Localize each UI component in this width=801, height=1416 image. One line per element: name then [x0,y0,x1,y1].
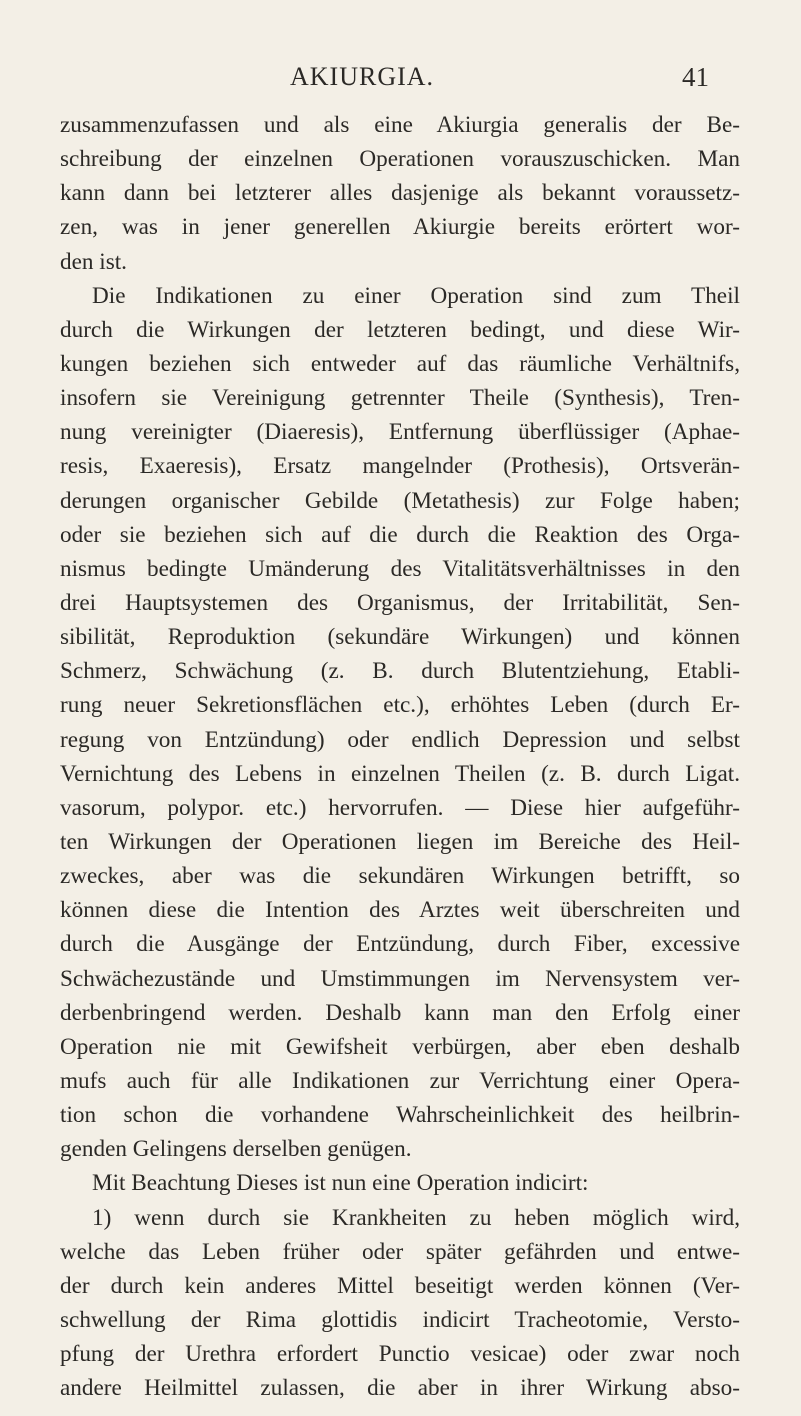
text-line: zweckes, aber was die sekundären Wirkungen betrifft, so [60,863,740,890]
text-line: andere Heilmittel zulassen, die aber in ihrer Wirkung abso- [60,1375,740,1402]
text-line: Operation nie mit Gewifsheit verbürgen, aber eben deshalb [60,1033,740,1060]
text-line: oder sie beziehen sich auf die durch die Reaktion des Orga- [60,521,740,548]
text-line: kungen beziehen sich entweder auf das räumliche Verhältnifs, [60,350,740,377]
text-line: pfung der Urethra erfordert Punctio vesicae) oder zwar noch [60,1341,740,1368]
text-line: der durch kein anderes Mittel beseitigt werden können (Ver- [60,1272,740,1299]
text-line: sibilität, Reproduktion (sekundäre Wirkungen) und können [60,624,740,651]
text-line: durch die Wirkungen der letzteren bedingt, und diese Wir- [60,316,740,343]
text-line: zen, was in jener generellen Akiurgie bereits erörtert wor- [60,214,740,241]
text-line: ten Wirkungen der Operationen liegen im Bereiche des Heil- [60,828,740,855]
text-line: tion schon die vorhandene Wahrscheinlichkeit des heilbrin- [60,1102,740,1129]
text-line: schwellung der Rima glottidis indicirt Tracheotomie, Versto- [60,1306,740,1333]
text-line: insofern sie Vereinigung getrennter Theile (Synthesis), Tren- [60,385,740,412]
text-line: derbenbringend werden. Deshalb kann man den Erfolg einer [60,999,740,1026]
text-line: zusammenzufassen und als eine Akiurgia generalis der Be- [60,112,740,138]
text-line: rung neuer Sekretionsflächen etc.), erhöhtes Leben (durch Er- [60,692,740,719]
text-line: vasorum, polypor. etc.) hervorrufen. — Diese hier aufgeführ- [60,794,740,821]
page-header [0,62,801,102]
text-line: nismus bedingte Umänderung des Vitalitätsverhältnisses in den [60,555,740,582]
body-text [60,108,740,1405]
text-line: resis, Exaeresis), Ersatz mangelnder (Prothesis), Ortsverän- [60,453,740,480]
page-number: 41 [682,62,709,92]
text-line: Mit Beachtung Dieses ist nun eine Operation indicirt: [92,1170,589,1197]
text-line: mufs auch für alle Indikationen zur Verrichtung einer Opera- [60,1067,740,1094]
text-line: schreibung der einzelnen Operationen vorauszuschicken. Man [60,146,740,173]
text-line: können diese die Intention des Arztes weit überschreiten und [60,897,740,924]
text-line: Schmerz, Schwächung (z. B. durch Blutentziehung, Etabli- [60,658,740,685]
text-line: Schwächezustände und Umstimmungen im Nervensystem ver- [60,965,740,992]
text-line: Vernichtung des Lebens in einzelnen Theilen (z. B. durch Ligat. [60,760,740,787]
text-line: derungen organischer Gebilde (Metathesis) zur Folge haben; [60,487,740,514]
text-line: regung von Entzündung) oder endlich Depression und selbst [60,726,740,753]
text-line: drei Hauptsystemen des Organismus, der Irritabilität, Sen- [60,589,740,616]
text-line: nung vereinigter (Diaeresis), Entfernung überflüssiger (Aphae- [60,419,740,446]
text-line: den ist. [60,248,127,275]
text-line: genden Gelingens derselben genügen. [60,1136,412,1163]
text-line: Die Indikationen zu einer Operation sind zum Theil [92,282,740,309]
text-line: 1) wenn durch sie Krankheiten zu heben möglich wird, [92,1204,740,1231]
text-line: welche das Leben früher oder später gefährden und entwe- [60,1238,740,1265]
text-line: durch die Ausgänge der Entzündung, durch Fiber, excessive [60,931,740,958]
running-title: AKIURGIA. [290,62,435,91]
text-line: kann dann bei letzterer alles dasjenige als bekannt voraussetz- [60,180,740,207]
